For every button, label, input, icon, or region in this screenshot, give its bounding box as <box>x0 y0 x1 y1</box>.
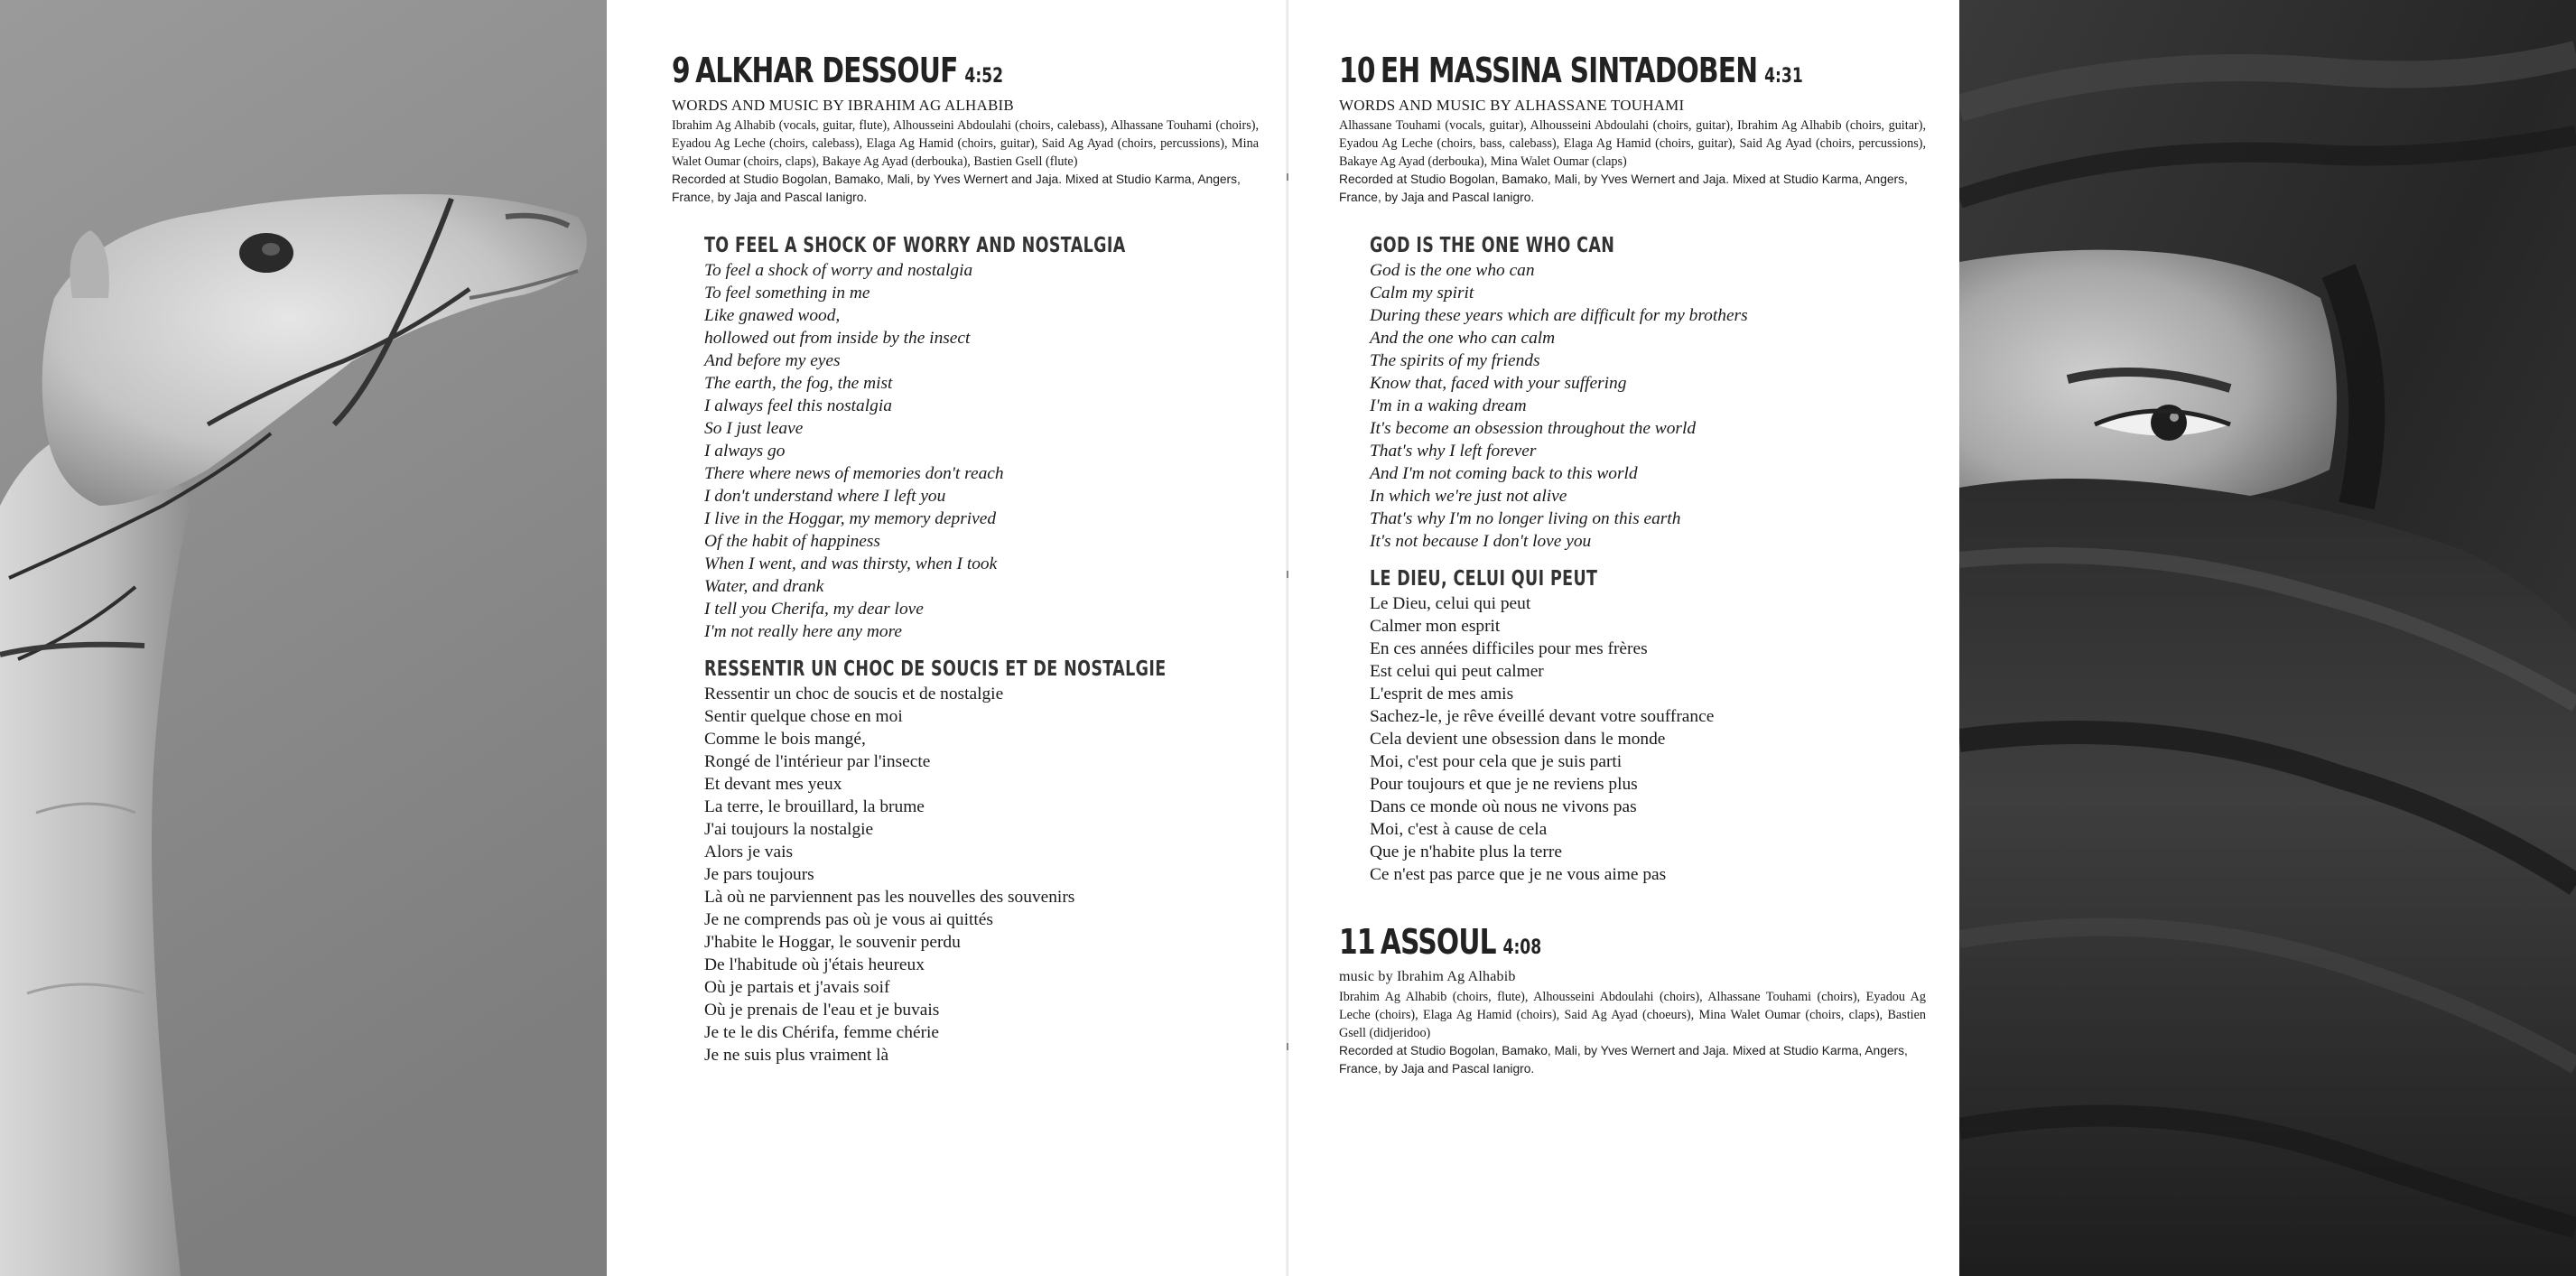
lyric-line: And before my eyes <box>704 351 841 370</box>
lyric-line: Moi, c'est à cause de cela <box>1370 820 1548 839</box>
lyric-line: That's why I left forever <box>1370 442 1537 461</box>
lyric-line: I'm in a waking dream <box>1370 396 1527 415</box>
english-lyrics-title: GOD IS THE ONE WHO CAN <box>1370 234 1615 257</box>
track-duration: 4:31 <box>1764 65 1803 88</box>
lyric-line: En ces années difficiles pour mes frères <box>1370 639 1648 658</box>
lyric-line: De l'habitude où j'étais heureux <box>704 955 925 974</box>
track-title: EH MASSINA SINTADOBEN <box>1380 51 1758 90</box>
lyric-line: I don't understand where I left you <box>704 487 946 506</box>
lyric-line: Of the habit of happiness <box>704 532 880 551</box>
lyric-line: La terre, le brouillard, la brume <box>704 797 925 816</box>
lyric-line: The earth, the fog, the mist <box>704 374 893 393</box>
lyric-line: Know that, faced with your suffering <box>1370 374 1627 393</box>
lyric-line: So I just leave <box>704 419 804 438</box>
lyric-line: Ce n'est pas parce que je ne vous aime pas <box>1370 865 1667 884</box>
lyric-line: Cela devient une obsession dans le monde <box>1370 730 1666 749</box>
lyric-line: Alors je vais <box>704 843 794 862</box>
track-title: ALKHAR DESSOUF <box>695 51 958 90</box>
lyric-line: Calm my spirit <box>1370 284 1474 303</box>
lyric-line: I always go <box>704 442 786 461</box>
french-lyrics <box>1370 592 1926 886</box>
lyrics-block <box>704 232 1259 1066</box>
lyric-line: Ressentir un choc de soucis et de nostalgie <box>704 685 1004 703</box>
track-musicians: Alhassane Touhami (vocals, guitar), Alhousseini Abdoulahi (choirs, guitar), Ibrahim Ag Alhabib (choirs, guitar), Eyadou Ag Leche (choirs, bass, calebass), Elaga Ag Hamid (choirs, guitar), Said Ag Ayad (choirs, percussions), Bakaye Ag Ayad (derbouka), Mina Walet Oumar (claps) <box>1339 118 1926 169</box>
lyrics-page-right <box>1288 0 1959 1276</box>
lyrics-page-left <box>607 0 1288 1276</box>
lyric-line: Et devant mes yeux <box>704 775 842 794</box>
lyric-line: It's become an obsession throughout the world <box>1370 419 1697 438</box>
lyric-line: I'm not really here any more <box>704 622 902 641</box>
lyric-line: Dans ce monde où nous ne vivons pas <box>1370 797 1637 816</box>
lyric-line: Je te le dis Chérifa, femme chérie <box>704 1023 940 1042</box>
french-lyrics-title: RESSENTIR UN CHOC DE SOUCIS ET DE NOSTALGIE <box>704 657 1167 681</box>
lyric-line: Rongé de l'intérieur par l'insecte <box>704 752 931 771</box>
track-musicians: Ibrahim Ag Alhabib (vocals, guitar, flute), Alhousseini Abdoulahi (choirs, calebass), Alhassane Touhami (choirs), Eyadou Ag Leche (choirs, calebass), Elaga Ag Hamid (choirs, guitar), Said Ag Ayad (choirs, percussions), Mina Walet Oumar (choirs, claps), Bakaye Ag Ayad (derbouka), Bastien Gsell (flute) <box>672 118 1259 169</box>
lyric-line: Le Dieu, celui qui peut <box>1370 594 1531 613</box>
lyric-line: It's not because I don't love you <box>1370 532 1592 551</box>
track-number: 9 <box>672 51 690 90</box>
lyric-line: In which we're just not alive <box>1370 487 1567 506</box>
lyric-line: To feel a shock of worry and nostalgia <box>704 261 973 280</box>
camel-photo <box>0 0 607 1276</box>
lyric-line: I tell you Cherifa, my dear love <box>704 600 924 619</box>
lyric-line: During these years which are difficult for my brothers <box>1370 306 1748 325</box>
track-number: 11 <box>1339 922 1375 962</box>
lyric-line: There where news of memories don't reach <box>704 464 1004 483</box>
track-11-heading <box>1339 922 1797 968</box>
lyric-line: To feel something in me <box>704 284 870 303</box>
lyric-line: The spirits of my friends <box>1370 351 1540 370</box>
track-number: 10 <box>1339 51 1375 90</box>
track-duration: 4:08 <box>1502 936 1542 959</box>
lyric-line: Est celui qui peut calmer <box>1370 662 1544 681</box>
lyric-line: I live in the Hoggar, my memory deprived <box>704 509 997 528</box>
lyric-line: God is the one who can <box>1370 261 1535 280</box>
lyric-line: Que je n'habite plus la terre <box>1370 843 1562 862</box>
lyric-line: J'ai toujours la nostalgie <box>704 820 874 839</box>
track-title: ASSOUL <box>1380 922 1496 962</box>
lyric-line: Sentir quelque chose en moi <box>704 707 903 726</box>
track-recording-note: Recorded at Studio Bogolan, Bamako, Mali, by Yves Wernert and Jaja. Mixed at Studio Karma, Angers, France, by Jaja and Pascal Ianigro. <box>672 172 1241 204</box>
track-9-column <box>672 51 1259 1066</box>
lyric-line: Où je partais et j'avais soif <box>704 978 890 997</box>
lyric-line: Sachez-le, je rêve éveillé devant votre souffrance <box>1370 707 1715 726</box>
lyric-line: Water, and drank <box>704 577 824 596</box>
track-recording-note: Recorded at Studio Bogolan, Bamako, Mali, by Yves Wernert and Jaja. Mixed at Studio Karma, Angers, France, by Jaja and Pascal Ianigro. <box>1339 172 1908 204</box>
english-lyrics <box>1370 259 1926 553</box>
lyric-line: Comme le bois mangé, <box>704 730 866 749</box>
veiled-man-photo <box>1959 0 2576 1276</box>
track-10-heading <box>1339 51 1803 97</box>
lyric-line: Où je prenais de l'eau et je buvais <box>704 1001 940 1020</box>
english-lyrics-title: TO FEEL A SHOCK OF WORRY AND NOSTALGIA <box>704 234 1126 257</box>
lyric-line: Moi, c'est pour cela que je suis parti <box>1370 752 1623 771</box>
track-credit-heading: music by Ibrahim Ag Alhabib <box>1339 969 1516 984</box>
track-credit-heading: WORDS AND MUSIC BY IBRAHIM AG ALHABIB <box>672 97 1014 114</box>
lyric-line: Je ne suis plus vraiment là <box>704 1046 889 1065</box>
track-musicians: Ibrahim Ag Alhabib (choirs, flute), Alhousseini Abdoulahi (choirs), Alhassane Touhami (choirs), Eyadou Ag Leche (choirs), Elaga Ag Hamid (choirs), Said Ag Ayad (choeurs), Mina Walet Oumar (choirs, claps), Bastien Gsell (didjeridoo) <box>1339 990 1926 1040</box>
lyric-line: J'habite le Hoggar, le souvenir perdu <box>704 933 961 952</box>
english-lyrics <box>704 259 1259 643</box>
french-lyrics-title: LE DIEU, CELUI QUI PEUT <box>1370 567 1598 591</box>
lyric-line: Je pars toujours <box>704 865 814 884</box>
french-lyrics <box>704 683 1259 1066</box>
lyric-line: And I'm not coming back to this world <box>1370 464 1638 483</box>
lyric-line: I always feel this nostalgia <box>704 396 892 415</box>
lyric-line: Là où ne parviennent pas les nouvelles des souvenirs <box>704 888 1075 907</box>
lyric-line: L'esprit de mes amis <box>1370 685 1514 703</box>
lyric-line: Like gnawed wood, <box>704 306 841 325</box>
track-9-heading <box>672 51 1130 97</box>
lyric-line: That's why I'm no longer living on this earth <box>1370 509 1681 528</box>
track-credit-heading: WORDS AND MUSIC BY ALHASSANE TOUHAMI <box>1339 97 1685 114</box>
track-10-column <box>1339 51 1926 1078</box>
lyric-line: When I went, and was thirsty, when I took <box>704 554 998 573</box>
lyric-line: Pour toujours et que je ne reviens plus <box>1370 775 1638 794</box>
lyric-line: And the one who can calm <box>1370 329 1556 348</box>
lyric-line: hollowed out from inside by the insect <box>704 329 971 348</box>
lyric-line: Je ne comprends pas où je vous ai quittés <box>704 910 993 929</box>
track-11-block <box>1339 922 1926 1078</box>
track-duration: 4:52 <box>964 65 1004 88</box>
track-recording-note: Recorded at Studio Bogolan, Bamako, Mali, by Yves Wernert and Jaja. Mixed at Studio Karma, Angers, France, by Jaja and Pascal Ianigro. <box>1339 1044 1908 1076</box>
lyrics-block <box>1370 232 1926 886</box>
lyric-line: Calmer mon esprit <box>1370 617 1501 636</box>
